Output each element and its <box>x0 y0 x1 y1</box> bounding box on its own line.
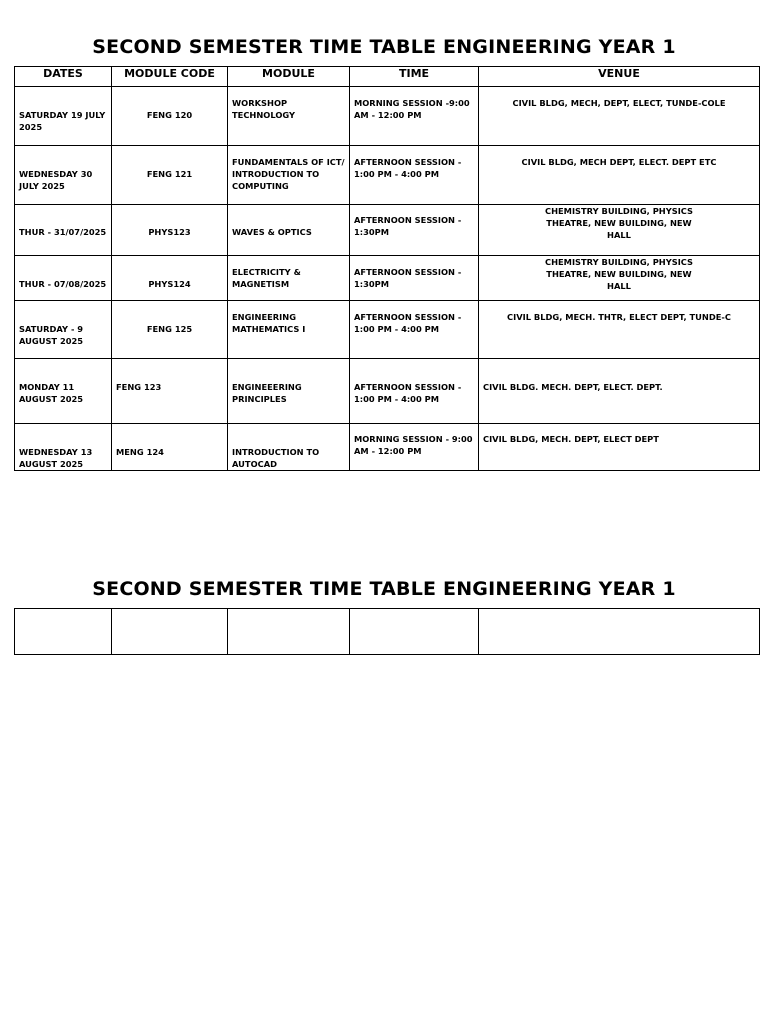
date-cell: SATURDAY 19 JULY 2025 <box>15 87 112 146</box>
date-cell: THUR - 31/07/2025 <box>15 205 112 256</box>
module-code-cell: FENG 121 <box>112 146 228 205</box>
date-cell: SATURDAY - 9 AUGUST 2025 <box>15 301 112 359</box>
module-cell: FUNDAMENTALS OF ICT/ INTRODUCTION TO COMPUTING <box>228 146 350 205</box>
header-module: MODULE <box>228 67 350 87</box>
module-code-cell: FENG 120 <box>112 87 228 146</box>
module-cell: WAVES & OPTICS <box>228 205 350 256</box>
empty-timetable <box>14 608 760 655</box>
empty-cell <box>228 609 350 655</box>
venue-cell: CHEMISTRY BUILDING, PHYSICS THEATRE, NEW BUILDING, NEW HALL <box>479 256 760 301</box>
header-module-code: MODULE CODE <box>112 67 228 87</box>
empty-cell <box>350 609 479 655</box>
venue-cell: CIVIL BLDG, MECH, DEPT, ELECT, TUNDE-COLE <box>479 87 760 146</box>
time-cell: AFTERNOON SESSION - 1:30PM <box>350 256 479 301</box>
venue-cell: CIVIL BLDG, MECH. THTR, ELECT DEPT, TUNDE-C <box>479 301 760 359</box>
empty-cell <box>479 609 760 655</box>
date-cell: MONDAY 11 AUGUST 2025 <box>15 359 112 424</box>
table-row <box>15 301 760 359</box>
header-time: TIME <box>350 67 479 87</box>
header-venue: VENUE <box>479 67 760 87</box>
table-row <box>15 256 760 301</box>
time-cell: MORNING SESSION -9:00 AM - 12:00 PM <box>350 87 479 146</box>
time-cell: MORNING SESSION - 9:00 AM - 12:00 PM <box>350 424 479 471</box>
table-row <box>15 146 760 205</box>
time-cell: AFTERNOON SESSION - 1:30PM <box>350 205 479 256</box>
empty-cell <box>112 609 228 655</box>
module-code-cell: FENG 123 <box>112 359 228 424</box>
venue-cell: CIVIL BLDG, MECH DEPT, ELECT. DEPT ETC <box>479 146 760 205</box>
header-dates: DATES <box>15 67 112 87</box>
time-cell: AFTERNOON SESSION - 1:00 PM - 4:00 PM <box>350 301 479 359</box>
module-cell: INTRODUCTION TO AUTOCAD <box>228 424 350 471</box>
timetable <box>14 66 760 471</box>
time-cell: AFTERNOON SESSION - 1:00 PM - 4:00 PM <box>350 146 479 205</box>
module-code-cell: PHYS124 <box>112 256 228 301</box>
page-title: SECOND SEMESTER TIME TABLE ENGINEERING YEAR 1 <box>92 36 676 58</box>
module-code-cell: FENG 125 <box>112 301 228 359</box>
time-cell: AFTERNOON SESSION - 1:00 PM - 4:00 PM <box>350 359 479 424</box>
venue-cell: CIVIL BLDG. MECH. DEPT, ELECT. DEPT. <box>479 359 760 424</box>
module-code-cell: MENG 124 <box>112 424 228 471</box>
table-row <box>15 359 760 424</box>
module-cell: WORKSHOP TECHNOLOGY <box>228 87 350 146</box>
module-cell: ENGINEERING MATHEMATICS I <box>228 301 350 359</box>
empty-row <box>15 609 760 655</box>
table-row <box>15 424 760 471</box>
header-row <box>15 67 760 87</box>
date-cell: WEDNESDAY 13 AUGUST 2025 <box>15 424 112 471</box>
empty-cell <box>15 609 112 655</box>
venue-cell: CHEMISTRY BUILDING, PHYSICS THEATRE, NEW BUILDING, NEW HALL <box>479 205 760 256</box>
module-cell: ELECTRICITY & MAGNETISM <box>228 256 350 301</box>
venue-cell: CIVIL BLDG, MECH. DEPT, ELECT DEPT <box>479 424 760 471</box>
module-code-cell: PHYS123 <box>112 205 228 256</box>
date-cell: WEDNESDAY 30 JULY 2025 <box>15 146 112 205</box>
table-row <box>15 87 760 146</box>
date-cell: THUR - 07/08/2025 <box>15 256 112 301</box>
module-cell: ENGINEEERING PRINCIPLES <box>228 359 350 424</box>
second-page-title: SECOND SEMESTER TIME TABLE ENGINEERING YEAR 1 <box>92 578 676 600</box>
table-row <box>15 205 760 256</box>
